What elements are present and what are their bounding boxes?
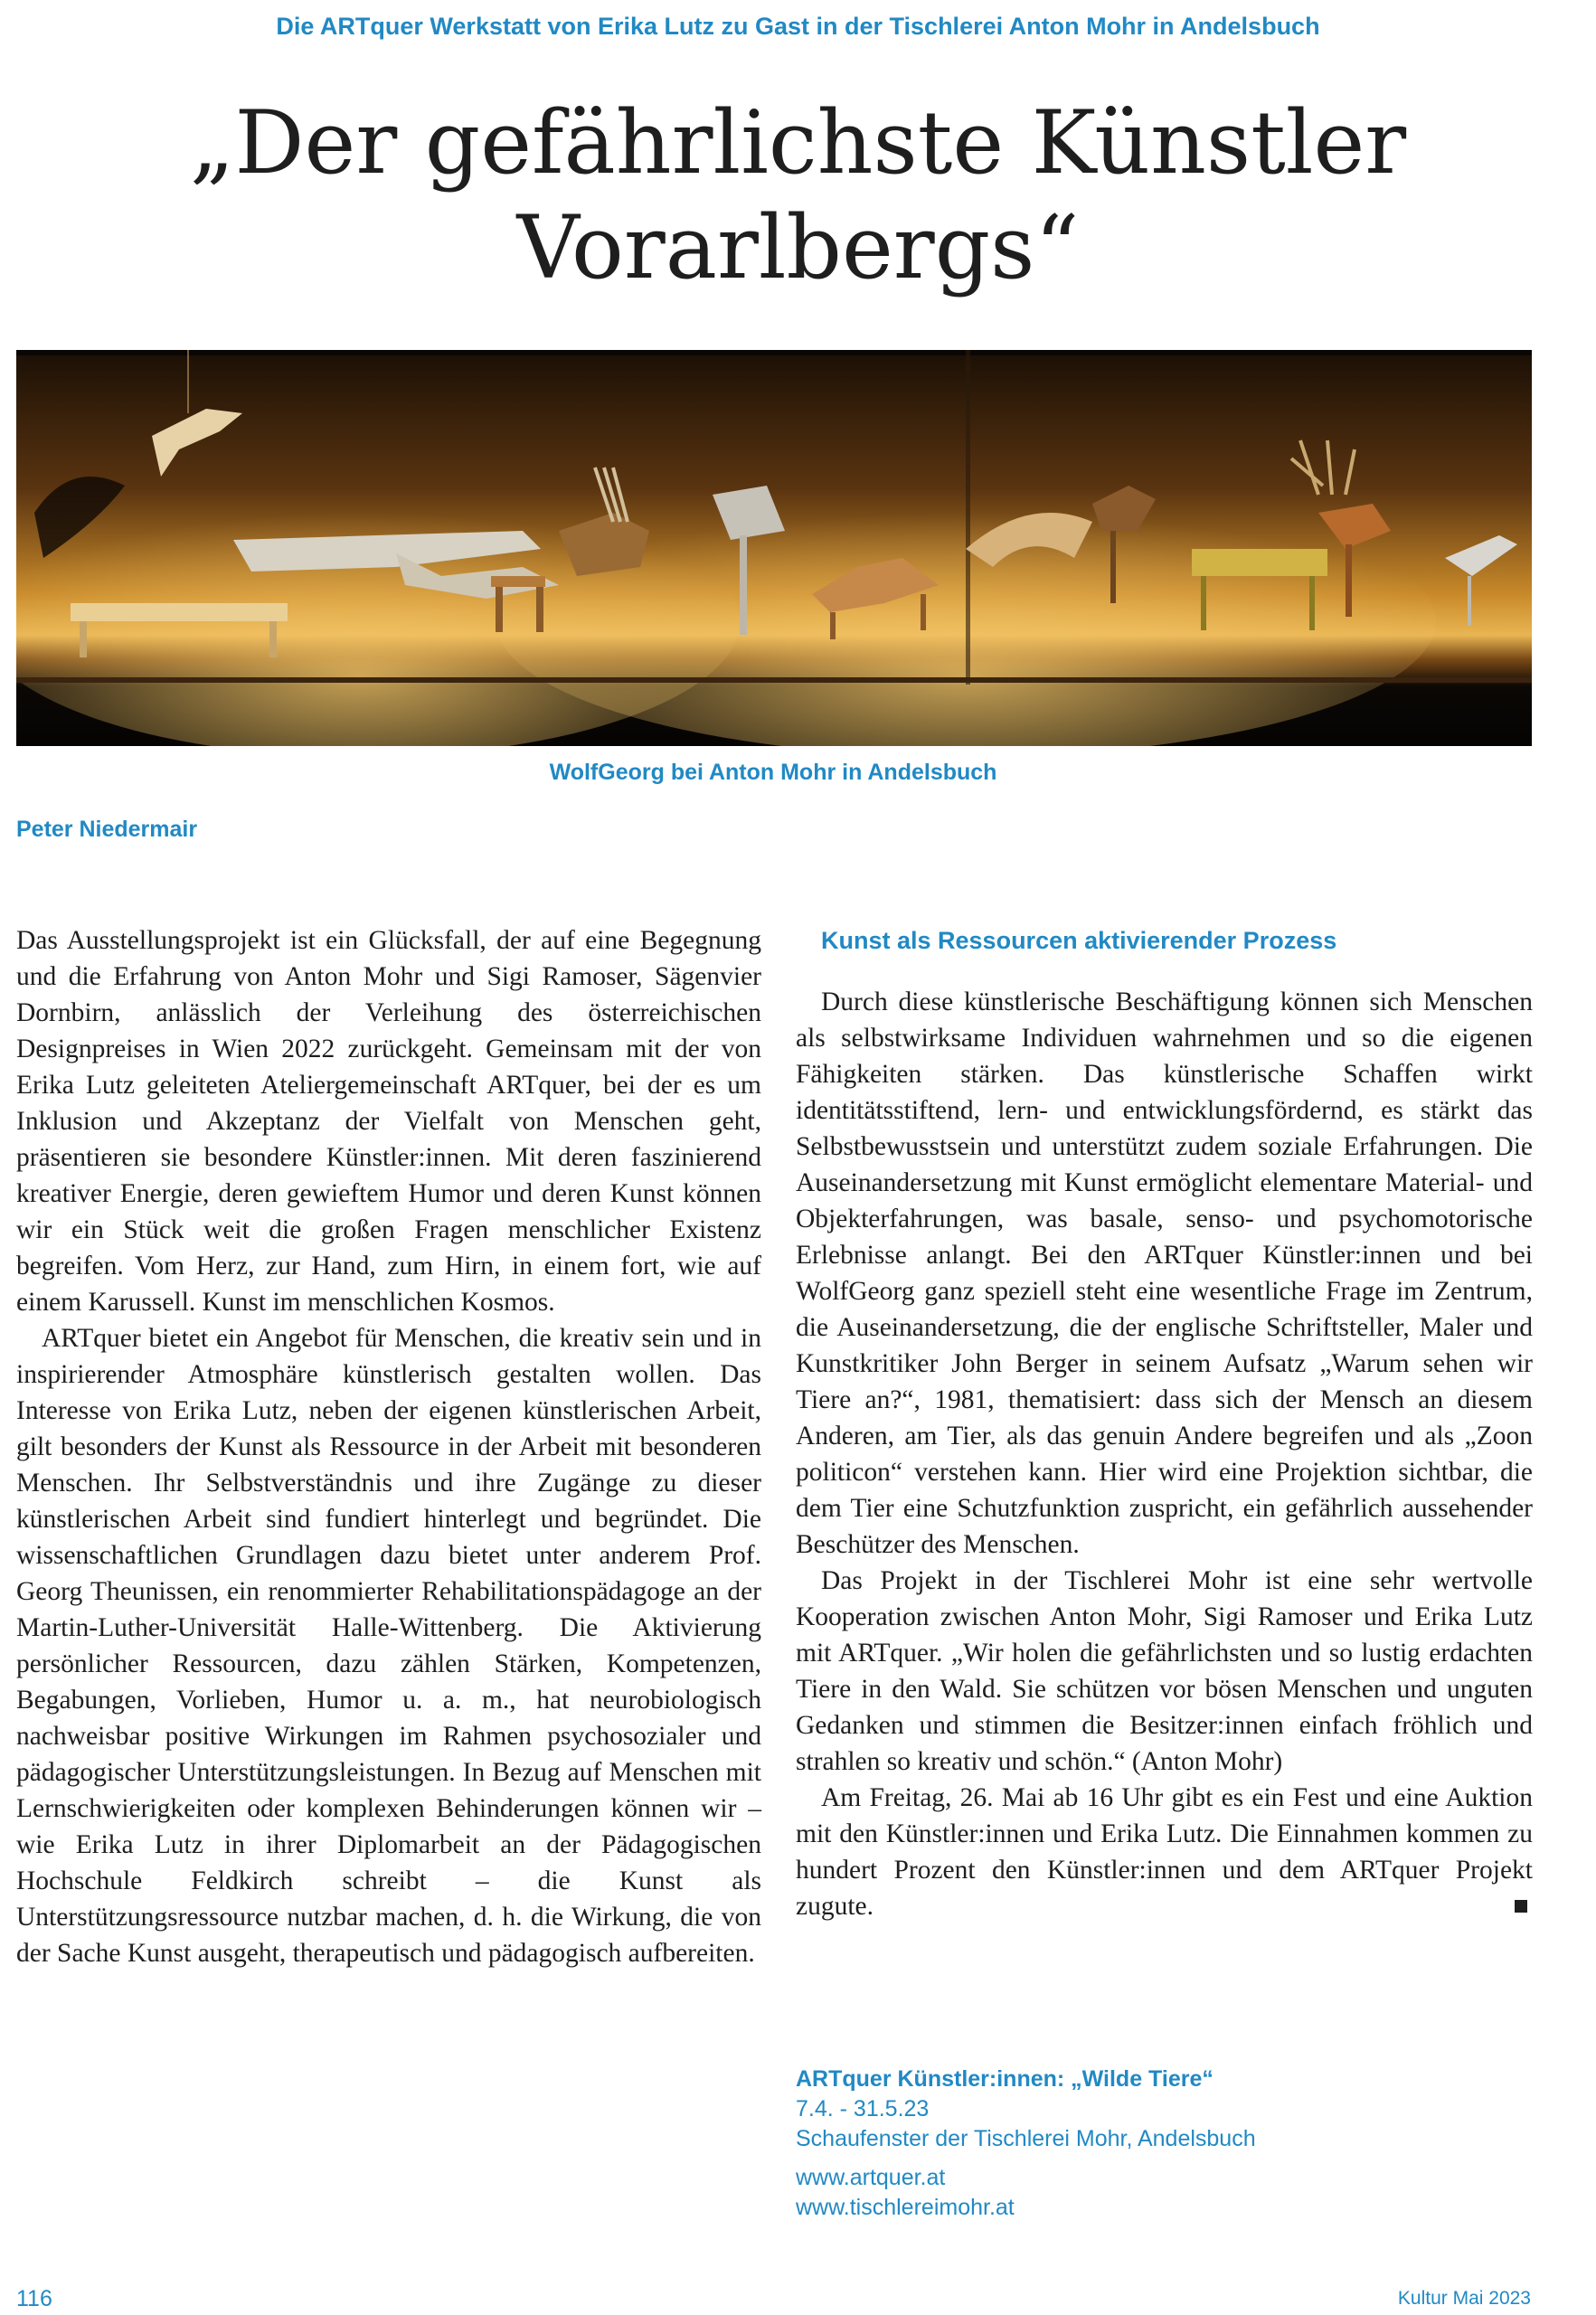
page-number: 116 bbox=[16, 2286, 52, 2311]
section-subheading: Kunst als Ressourcen aktivierender Prozess bbox=[821, 927, 1337, 954]
article-column-right bbox=[796, 922, 1533, 1924]
exhibition-photo bbox=[16, 350, 1532, 746]
headline-line-2: Vorarlbergs“ bbox=[516, 197, 1080, 298]
article-headline bbox=[0, 90, 1596, 300]
photo-caption: WolfGeorg bei Anton Mohr in Andelsbuch bbox=[549, 760, 997, 785]
infobox-location: Schaufenster der Tischlerei Mohr, Andelsbuch bbox=[796, 2126, 1256, 2151]
paragraph-final bbox=[796, 1780, 1533, 1924]
article-column-left bbox=[16, 922, 761, 1971]
paragraph: Das Projekt in der Tischlerei Mohr ist eine sehr wertvolle Kooperation zwischen Anton Mohr, Sigi Ramoser und Erika Lutz mit ARTquer. „Wir holen die gefährlichsten und so lustig erdachten Tiere in den Wald. Sie schützen vor bösen Menschen und unguten Gedanken und stimmen die Besitzer:innen einfach fröhlich und strahlen so kreativ und schön.“ (Anton Mohr) bbox=[796, 1566, 1533, 1776]
issue-label: Kultur Mai 2023 bbox=[1397, 2288, 1531, 2309]
link-tischlerei[interactable]: www.tischlereimohr.at bbox=[796, 2195, 1015, 2220]
exhibition-infobox bbox=[796, 2065, 1519, 2223]
infobox-title: ARTquer Künstler:innen: „Wilde Tiere“ bbox=[796, 2066, 1214, 2092]
paragraph: ARTquer bietet ein Angebot für Menschen, die kreativ sein und in inspirierender Atmosphäre künstlerisch gestalten wollen. Das Interesse von Erika Lutz, neben der eigenen künstlerischen Arbeit, gilt besonders der Kunst als Ressource in der Arbeit mit besonderen Menschen. Ihr Selbstverständnis und ihre Zugänge zu dieser künstlerischen Arbeit sind fundiert hinterlegt und begründet. Die wissenschaftlichen Grundlagen dazu bietet unter anderem Prof. Georg Theunissen, ein renommierter Rehabilitationspädagoge an der Martin-Luther-Universität Halle-Wittenberg. Die Aktivierung persönlicher Ressourcen, dazu zählen Stärken, Kompetenzen, Begabungen, Vorlieben, Humor u. a. m., hat neurobiologisch nachweisbar positive Wirkungen im Rahmen psychosozialer und pädagogischer Unterstützungsleistungen. In Bezug auf Menschen mit Lernschwierigkeiten oder komplexen Behinderungen können wir – wie Erika Lutz in ihrer Diplomarbeit an der Pädagogischen Hochschule Feldkirch schreibt – die Kunst als Unterstützungsressource nutzbar machen, d. h. die Wirkung, die von der Sache Kunst ausgeht, therapeutisch und pädagogisch aufbereiten. bbox=[16, 1324, 761, 1968]
paragraph: Durch diese künstlerische Beschäftigung können sich Menschen als selbstwirksame Individuen wahrnehmen und so die eigenen Fähigkeiten stärken. Das künstlerische Schaffen wirkt identitätsstiftend, lern- und entwicklungsfördernd, es stärkt das Selbstbewusstsein und unterstützt zudem soziale Erfahrungen. Die Auseinandersetzung mit Kunst ermöglicht elementare Material- und Objekterfahrungen, was basale, senso- und psychomotorische Erlebnisse anlangt. Bei den ARTquer Künstler:innen und bei WolfGeorg ganz speziell steht eine wesentliche Frage im Zentrum, die Auseinandersetzung, die der englische Schriftsteller, Maler und Kunstkritiker John Berger in seinem Aufsatz „Warum sehen wir Tiere an?“, 1981, thematisiert: dass sich der Mensch an diesem Anderen, am Tier, als das genuin Andere begreifen und als „Zoon politicon“ verstehen kann. Hier wird eine Projektion sichtbar, die dem Tier eine Schutzfunktion zuspricht, ein gefährlich aussehender Beschützer des Menschen. bbox=[796, 987, 1533, 1559]
headline-line-1: „Der gefährlichste Künstler bbox=[189, 92, 1407, 194]
paragraph-text: Am Freitag, 26. Mai ab 16 Uhr gibt es ein Fest und eine Auktion mit den Künstler:innen und Erika Lutz. Die Einnahmen kommen zu hundert Prozent den Künstler:innen und dem ARTquer Projekt zugute. bbox=[796, 1783, 1533, 1921]
infobox-links bbox=[796, 2163, 1519, 2223]
paragraph: Das Ausstellungsprojekt ist ein Glücksfall, der auf eine Begegnung und die Erfahrung von Anton Mohr und Sigi Ramoser, Sägenvier Dornbirn, anlässlich der Verleihung des österreichischen Designpreises in Wien 2022 zurückgeht. Gemeinsam mit der von Erika Lutz geleiteten Ateliergemeinschaft ARTquer, bei der es um Inklusion und Akzeptanz der Vielfalt von Menschen geht, präsentieren sie besondere Künstler:innen. Mit deren faszinierend kreativer Energie, deren gewieftem Humor und deren Kunst können wir ein Stück weit die großen Fragen menschlicher Existenz begreifen. Vom Herz, zur Hand, zum Hirn, in einem fort, wie auf einem Karussell. Kunst im menschlichen Kosmos. bbox=[16, 926, 761, 1317]
author-name: Peter Niedermair bbox=[16, 817, 198, 842]
link-artquer[interactable]: www.artquer.at bbox=[796, 2165, 946, 2190]
infobox-dates: 7.4. - 31.5.23 bbox=[796, 2096, 930, 2121]
end-of-article-mark bbox=[1515, 1900, 1527, 1913]
right-column-body bbox=[796, 984, 1533, 1924]
shop-window-illustration bbox=[16, 350, 1532, 746]
article-kicker: Die ARTquer Werkstatt von Erika Lutz zu Gast in der Tischlerei Anton Mohr in Andelsbuch bbox=[276, 13, 1320, 40]
